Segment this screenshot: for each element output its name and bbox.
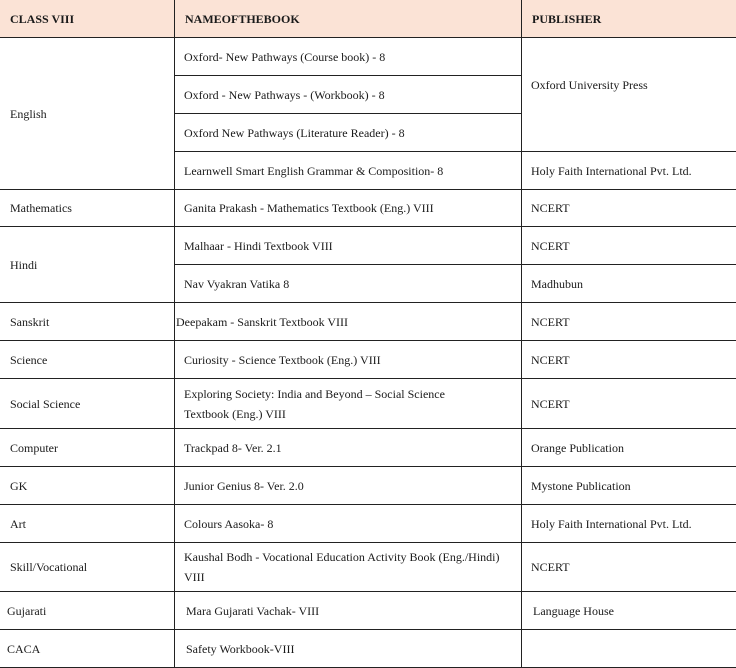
subject-cell: Hindi [0,227,175,303]
table-row [0,303,736,341]
header-row [0,0,736,38]
subject-cell: Social Science [0,379,175,429]
table-row [0,543,736,592]
table-row [0,227,736,265]
book-cell: Kaushal Bodh - Vocational Education Activity Book (Eng./Hindi) VIII [175,543,522,592]
table-row [0,505,736,543]
book-cell: Junior Genius 8- Ver. 2.0 [175,467,522,505]
publisher-cell: Holy Faith International Pvt. Ltd. [522,505,736,543]
subject-cell: Science [0,341,175,379]
book-cell: Ganita Prakash - Mathematics Textbook (Eng.) VIII [175,190,522,227]
book-cell: Oxford- New Pathways (Course book) - 8 [175,38,522,76]
publisher-cell: Oxford University Press [522,38,736,152]
book-cell: Malhaar - Hindi Textbook VIII [175,227,522,265]
publisher-cell: Mystone Publication [522,467,736,505]
book-cell: Curiosity - Science Textbook (Eng.) VIII [175,341,522,379]
table-row [0,190,736,227]
book-cell: Oxford - New Pathways - (Workbook) - 8 [175,76,522,114]
subject-cell: Computer [0,429,175,467]
publisher-cell: Orange Publication [522,429,736,467]
publisher-cell: NCERT [522,341,736,379]
publisher-cell: Language House [522,592,736,630]
book-cell: Colours Aasoka- 8 [175,505,522,543]
table-row [0,341,736,379]
subject-cell: CACA [0,630,175,668]
table-row [0,630,736,668]
publisher-cell: NCERT [522,379,736,429]
subject-cell: English [0,38,175,190]
publisher-cell: NCERT [522,303,736,341]
book-cell: Exploring Society: India and Beyond – Social Science Textbook (Eng.) VIII [175,379,522,429]
subject-cell: Art [0,505,175,543]
publisher-cell: NCERT [522,543,736,592]
header-publisher: PUBLISHER [522,0,736,38]
table-row [0,379,736,429]
subject-cell: Sanskrit [0,303,175,341]
table-row [0,467,736,505]
subject-cell: Gujarati [0,592,175,630]
header-class: CLASS VIII [0,0,175,38]
book-cell: Learnwell Smart English Grammar & Composition- 8 [175,152,522,190]
publisher-cell: Madhubun [522,265,736,303]
table-row [0,429,736,467]
table-row [0,38,736,76]
publisher-cell: NCERT [522,190,736,227]
publisher-cell: NCERT [522,227,736,265]
publisher-cell [522,630,736,668]
book-cell: Nav Vyakran Vatika 8 [175,265,522,303]
publisher-cell: Holy Faith International Pvt. Ltd. [522,152,736,190]
subject-cell: Mathematics [0,190,175,227]
book-cell: Safety Workbook-VIII [175,630,522,668]
table-row [0,592,736,630]
subject-cell: GK [0,467,175,505]
header-book: NAMEOFTHEBOOK [175,0,522,38]
book-cell: Mara Gujarati Vachak- VIII [175,592,522,630]
book-cell: Trackpad 8- Ver. 2.1 [175,429,522,467]
book-cell: Deepakam - Sanskrit Textbook VIII [175,303,522,341]
book-cell: Oxford New Pathways (Literature Reader) - 8 [175,114,522,152]
subject-cell: Skill/Vocational [0,543,175,592]
